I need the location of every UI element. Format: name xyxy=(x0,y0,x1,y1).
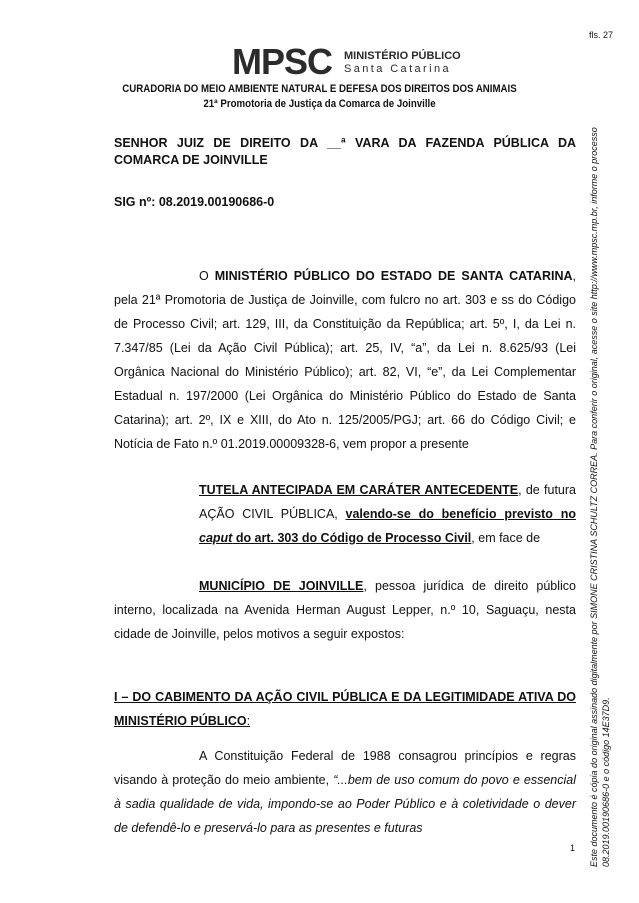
logo-wordmark: MPSC xyxy=(232,44,333,78)
paragraph-qualification: O MINISTÉRIO PÚBLICO DO ESTADO DE SANTA CATARINA, pela 21ª Promotoria de Justiça de Joinville, com fulcro no art. 303 e ss do Código de Processo Civil; art. 129, III, da Constituição da República; art. 5º, I, da Lei n. 7.347/85 (Lei da Ação Civil Pública); art. 25, IV, “a”, da Lei n. 8.625/93 (Lei Orgânica Nacional do Ministério Público); art. 82, VI, “e”, da Lei Complementar Estadual n. 197/2000 (Lei Orgânica do Ministério Público do Estado de Santa Catarina); art. 2º, IX e XIII, do Ato n. 125/2005/PGJ; art. 66 do Código Civil; e Notícia de Fato n.º 01.2019.00009328-6, vem propor a presente xyxy=(114,269,576,451)
constitution-quote: “...bem de uso comum do povo e essencial à sadia qualidade de vida, impondo-se ao Poder Público e à coletividade o dever de defendê-lo e preservá-lo para as presentes e futuras xyxy=(114,773,576,835)
page-number: 1 xyxy=(570,843,576,853)
logo-subtitle-1: MINISTÉRIO PÚBLICO xyxy=(344,50,461,62)
addressee-line-1: SENHOR JUIZ DE DIREITO DA __ª VARA DA FAZENDA PÚBLICA DA xyxy=(114,136,576,150)
sig-number: SIG nº: 08.2019.00190686-0 xyxy=(114,195,275,209)
ministerio-publico-name: MINISTÉRIO PÚBLICO DO ESTADO DE SANTA CATARINA xyxy=(214,269,573,283)
signature-note-line-1: Este documento é cópia do original assinado digitalmente por SIMONE CRISTINA SCHULTZ CORREA. Para conferir o original, acesse o site http://www.mpsc.mp.br, informe o processo xyxy=(589,127,599,867)
paragraph-action: TUTELA ANTECIPADA EM CARÁTER ANTECEDENTE, de futura AÇÃO CIVIL PÚBLICA, valendo-se do benefício previsto no caput do art. 303 do Código de Processo Civil, em face de xyxy=(199,483,576,545)
addressee-line-2: COMARCA DE JOINVILLE xyxy=(114,153,268,167)
mpsc-logo xyxy=(232,44,462,78)
digital-signature-note xyxy=(588,127,612,867)
signature-note-line-2: 08.2019.00190686-0 e o código 14E37D9. xyxy=(601,697,611,867)
paragraph-constitution: A Constituição Federal de 1988 consagrou princípios e regras visando à proteção do meio ambiente, “...bem de uso comum do povo e essencial à sadia qualidade de vida, impondo-se ao Poder Público e à coletividade o dever de defendê-lo e preservá-lo para as presentes e futuras xyxy=(114,749,576,835)
curadoria-heading: CURADORIA DO MEIO AMBIENTE NATURAL E DEFESA DOS DIREITOS DOS ANIMAIS xyxy=(122,83,517,95)
folio-number: fls. 27 xyxy=(589,30,614,40)
logo-subtitle-2: Santa Catarina xyxy=(344,63,451,75)
addressee xyxy=(114,135,576,169)
promotoria-heading: 21ª Promotoria de Justiça da Comarca de Joinville xyxy=(203,98,436,110)
action-title: TUTELA ANTECIPADA EM CARÁTER ANTECEDENTE xyxy=(199,483,519,497)
paragraph-defendant: MUNICÍPIO DE JOINVILLE, pessoa jurídica de direito público interno, localizada na Avenida Herman August Lepper, n.º 10, Saguaçu, nesta cidade de Joinville, pelos motivos a seguir expostos: xyxy=(114,579,576,641)
section-title: I – DO CABIMENTO DA AÇÃO CIVIL PÚBLICA E DA LEGITIMIDADE ATIVA DO MINISTÉRIO PÚBLICO: xyxy=(114,690,576,728)
defendant-name: MUNICÍPIO DE JOINVILLE xyxy=(199,579,364,593)
